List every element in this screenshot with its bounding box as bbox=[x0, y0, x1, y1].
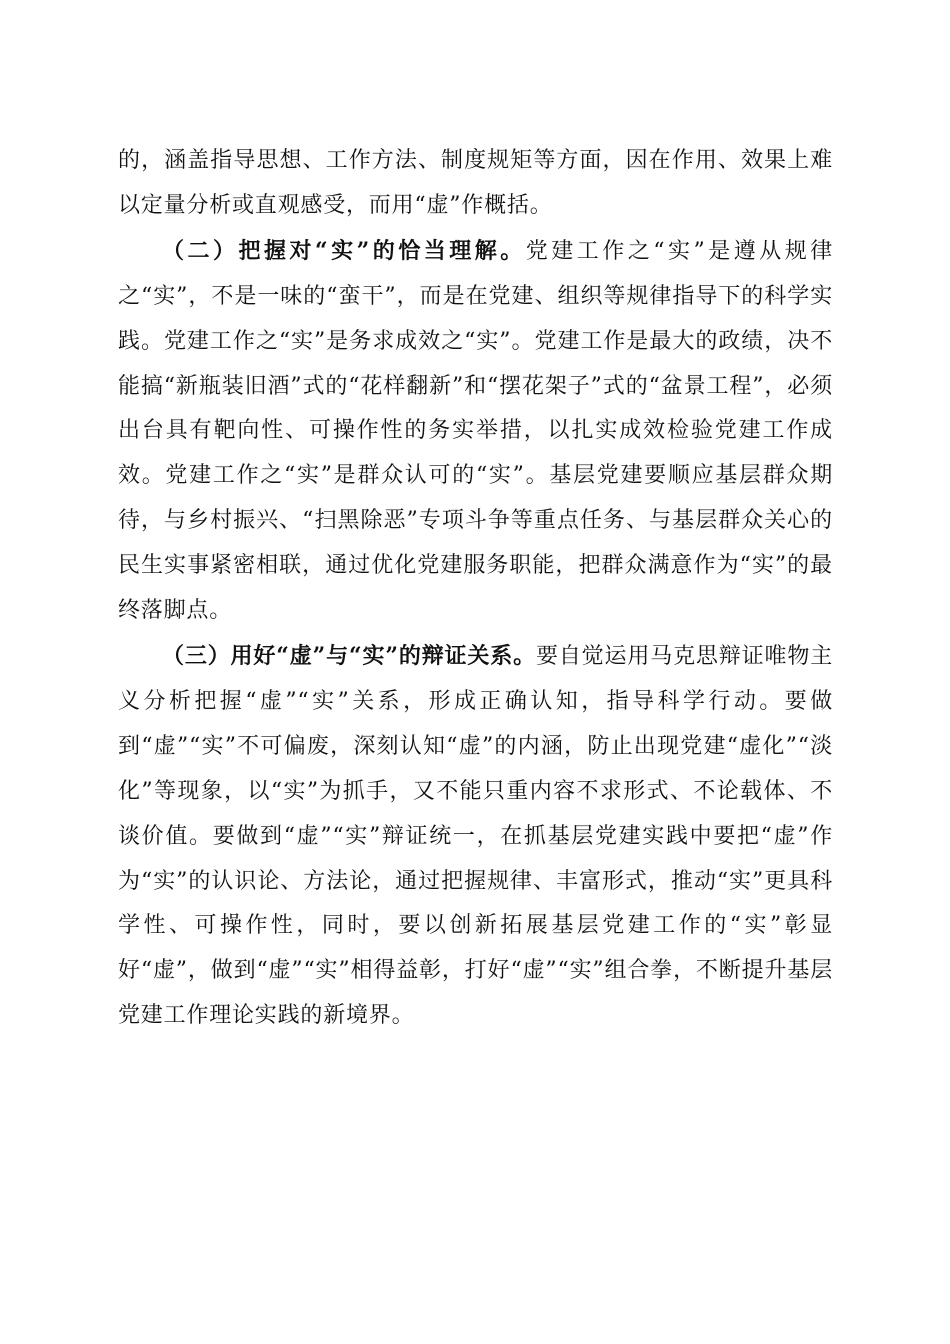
paragraph-section-two bbox=[118, 229, 833, 634]
section-heading-two: （二）把握对“实”的恰当理解。 bbox=[162, 237, 526, 264]
body-text bbox=[118, 139, 833, 1039]
section-heading-three: （三）用好“虚”与“实”的辩证关系。 bbox=[162, 642, 536, 669]
paragraph-body: 党建工作之“实”是遵从规律之“实”，不是一味的“蛮干”，而是在党建、组织等规律指导下的科学实践。党建工作之“实”是务求成效之“实”。党建工作是最大的政绩，决不能搞“新瓶装旧酒”式的“花样翻新”和“摆花架子”式的“盆景工程”，必须出台具有靶向性、可操作性的务实举措，以扎实成效检验党建工作成效。党建工作之“实”是群众认可的“实”。基层党建要顺应基层群众期待，与乡村振兴、“扫黑除恶”专项斗争等重点任务、与基层群众关心的民生实事紧密相联，通过优化党建服务职能，把群众满意作为“实”的最终落脚点。 bbox=[118, 238, 833, 624]
paragraph-body: 要自觉运用马克思辩证唯物主义分析把握“虚”“实”关系，形成正确认知，指导科学行动。要做到“虚”“实”不可偏废，深刻认知“虚”的内涵，防止出现党建“虚化”“淡化”等现象，以“实”为抓手，又不能只重内容不求形式、不论载体、不谈价值。要做到“虚”“实”辩证统一，在抓基层党建实践中要把“虚”作为“实”的认识论、方法论，通过把握规律、丰富形式，推动“实”更具科学性、可操作性，同时，要以创新拓展基层党建工作的“实”彰显好“虚”，做到“虚”“实”相得益彰，打好“虚”“实”组合拳，不断提升基层党建工作理论实践的新境界。 bbox=[118, 643, 833, 1029]
paragraph-section-three bbox=[118, 634, 833, 1039]
paragraph-continuation bbox=[118, 139, 833, 229]
paragraph-body: 的，涵盖指导思想、工作方法、制度规矩等方面，因在作用、效果上难以定量分析或直观感受，而用“虚”作概括。 bbox=[118, 148, 833, 218]
